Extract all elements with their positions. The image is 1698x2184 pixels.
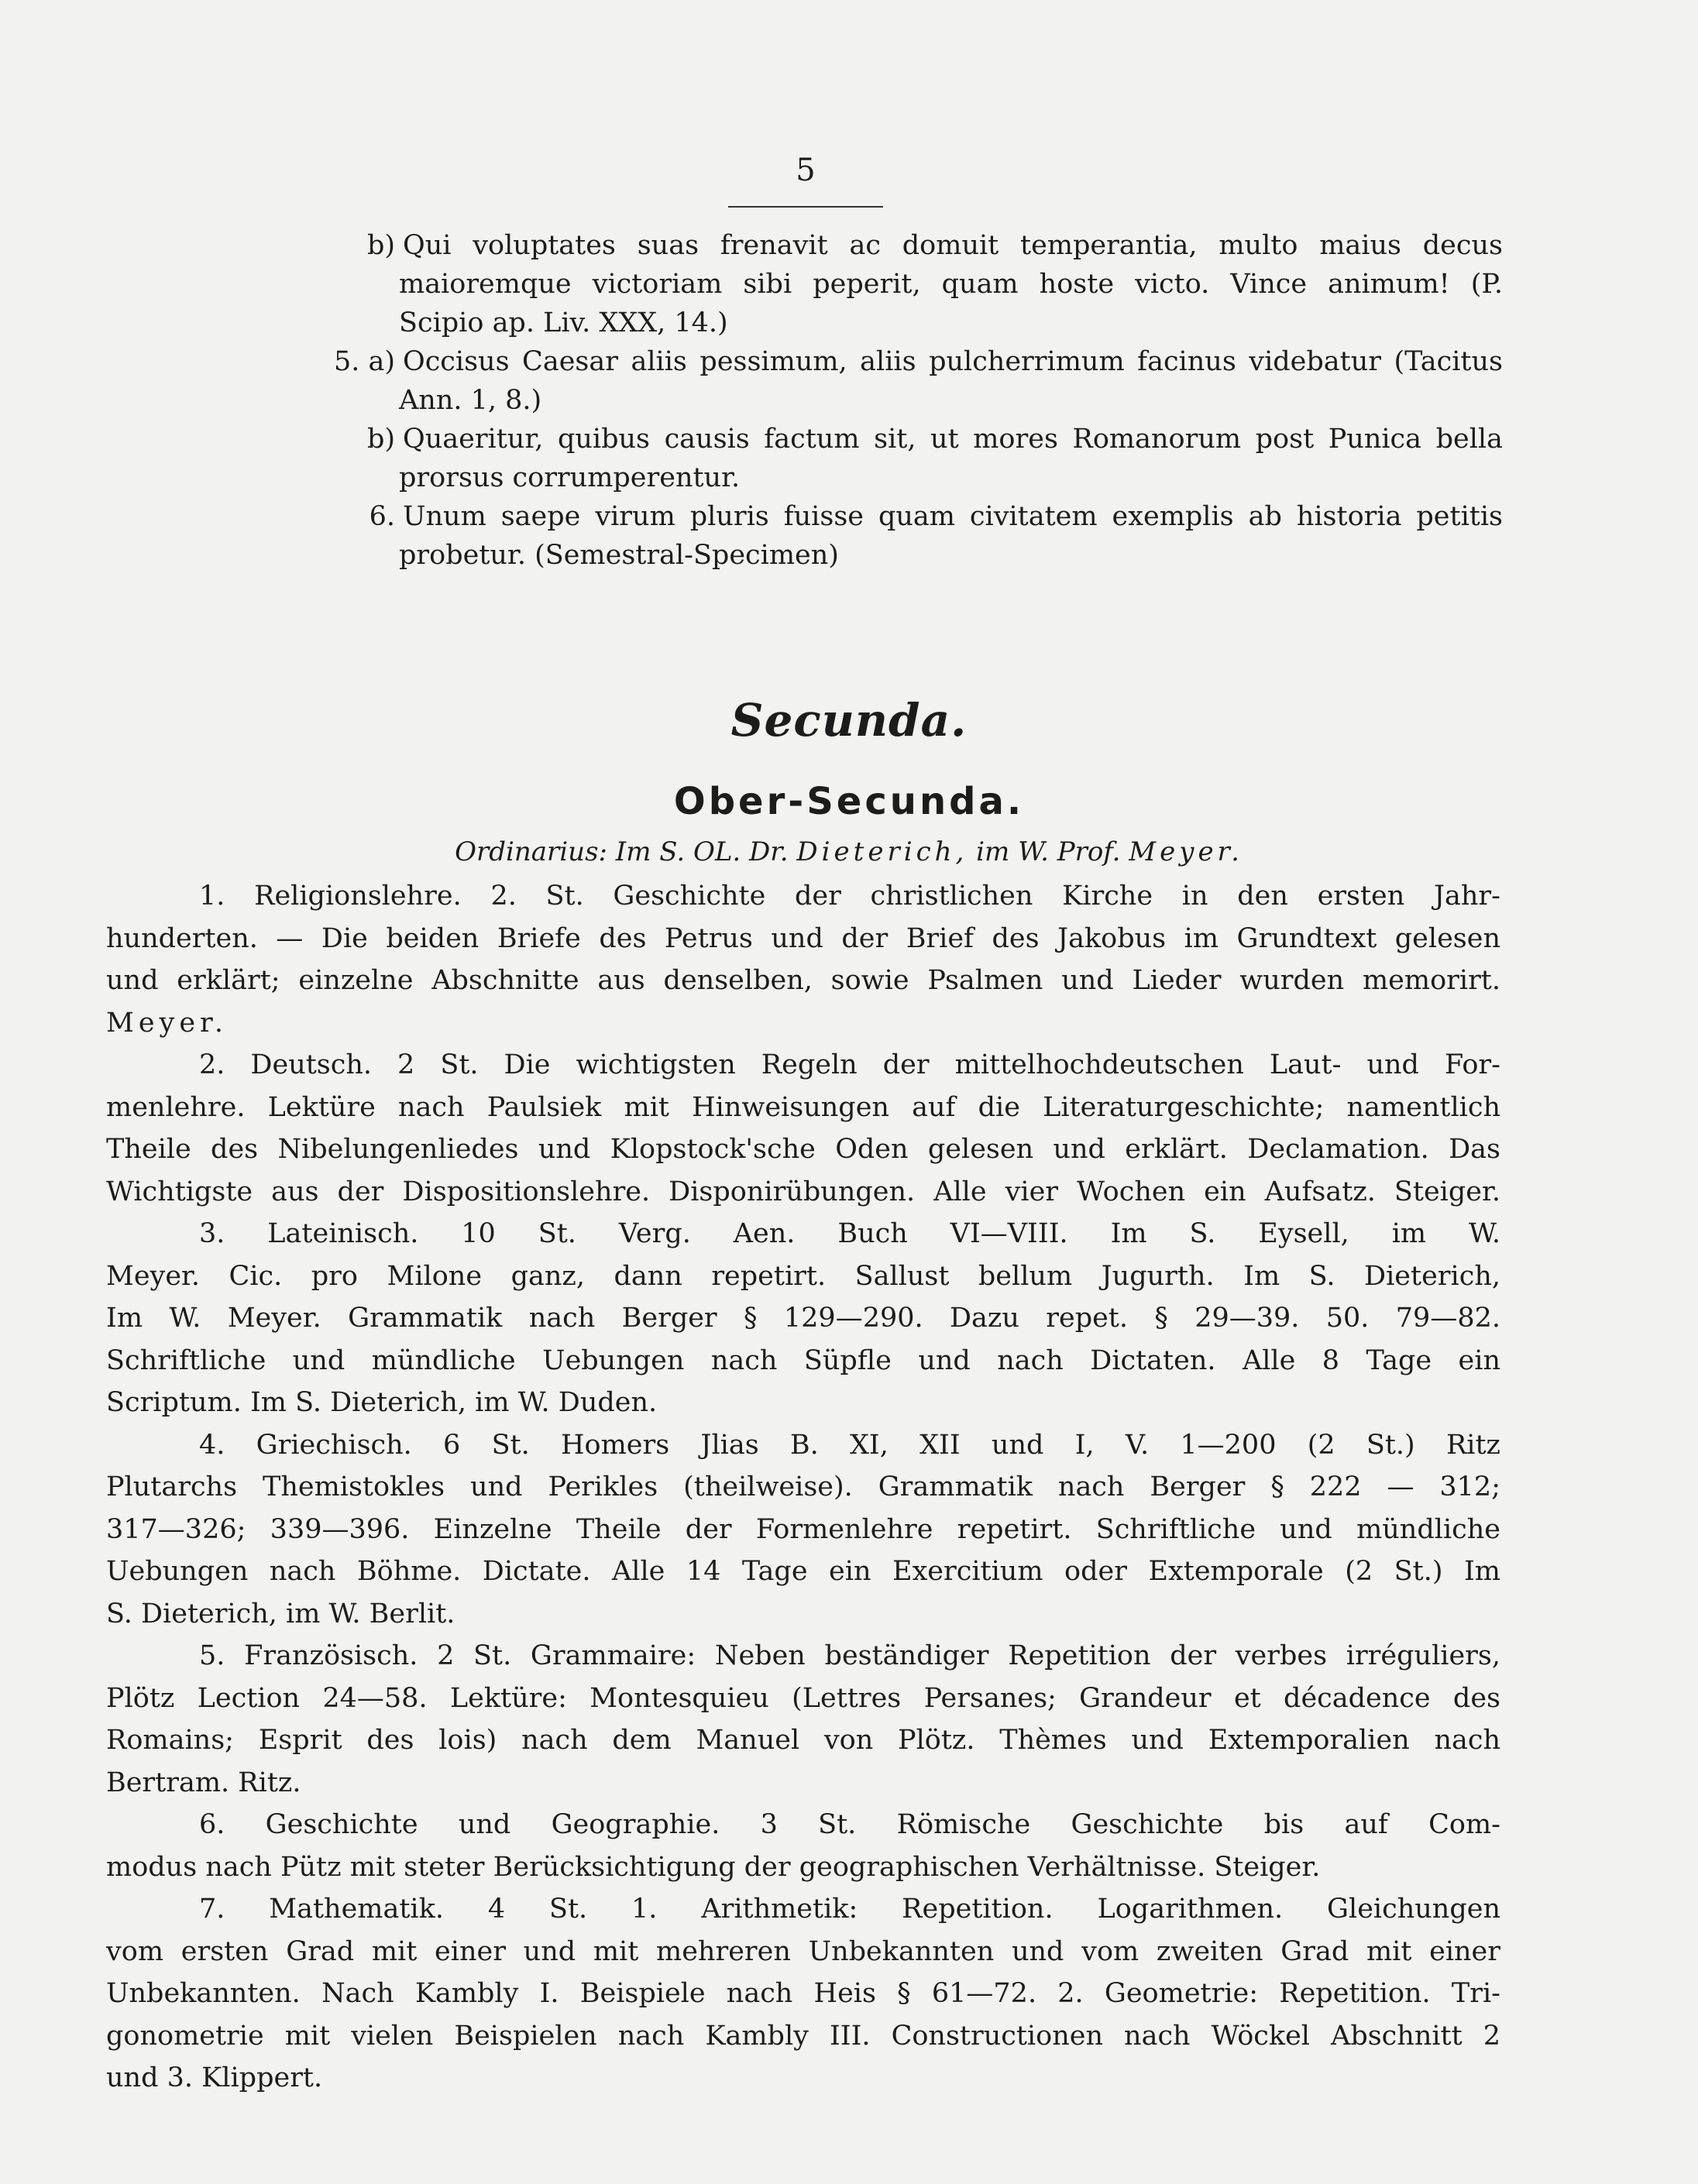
ordinarius-middle: im W. Prof. [976,836,1121,867]
item-line: Qui voluptates suas frenavit ac domuit temperantia, multo maius decus [403,230,1503,261]
paragraph-line: Wichtigste aus der Dispositionslehre. Disponirübungen. Alle vier Wochen ein Aufsatz. Steiger. [106,1176,1500,1207]
paragraph-line: menlehre. Lektüre nach Paulsiek mit Hinweisungen auf die Literaturgeschichte; namentlich [106,1091,1500,1123]
section-title: Secunda. [730,694,968,747]
item-line: Scipio ap. Liv. XXX, 14.) [399,307,728,338]
item-line: Unum saepe virum pluris fuisse quam civitatem exemplis ab historia petitis [403,501,1503,532]
list-item [294,342,1503,381]
paragraph-line: Plötz Lection 24—58. Lektüre: Montesquieu (Lettres Persanes; Grandeur et décadence des [106,1682,1500,1714]
paragraph-line: 7. Mathematik. 4 St. 1. Arithmetik: Repetition. Logarithmen. Gleichungen [199,1894,1500,1925]
subject-paragraph-franzoesisch [106,1635,1500,1804]
item-line: maioremque victoriam sibi peperit, quam hoste victo. Vince animum! (P. [399,269,1503,300]
paragraph-line: Romains; Esprit des lois) nach dem Manuel von Plötz. Thèmes und Extemporalien nach [106,1725,1500,1756]
ordinarius-name: Dieterich, [796,836,968,867]
page-number: 5 [796,153,816,188]
item-line: prorsus corrumperentur. [399,462,741,493]
paragraph-line: Bertram. Ritz. [106,1767,301,1798]
list-item [294,420,1503,458]
ordinarius-prefix: Ordinarius: Im S. OL. Dr. [455,836,789,867]
subject-paragraph-religion [106,875,1500,1044]
paragraph-line: vom ersten Grad mit einer und mit mehreren Unbekannten und vom zweiten Grad mit einer [106,1935,1500,1967]
paragraph-line: und erklärt; einzelne Abschnitte aus denselben, sowie Psalmen und Lieder wurden memorirt. [106,965,1500,996]
list-item-continuation [294,381,1503,420]
paragraph-line: 2. Deutsch. 2 St. Die wichtigsten Regeln der mittelhochdeutschen Laut- und For- [199,1049,1500,1080]
item-line: Occisus Caesar aliis pessimum, aliis pulcherrimum facinus videbatur (Tacitus [403,346,1503,377]
paragraph-line: Meyer. [106,1007,229,1039]
subject-paragraph-latein [106,1213,1500,1424]
ordinarius-line [0,833,1698,871]
paragraph-line: 4. Griechisch. 6 St. Homers Jlias B. XI, XII und I, V. 1—200 (2 St.) Ritz [199,1429,1500,1461]
list-item-continuation [294,265,1503,304]
item-label: b) [366,230,395,261]
item-line: Quaeritur, quibus causis factum sit, ut mores Romanorum post Punica bella [403,424,1503,455]
paragraph-line: und 3. Klippert. [106,2062,323,2093]
paragraph-line: Scriptum. Im S. Dieterich, im W. Duden. [106,1387,658,1418]
paragraph-line: S. Dieterich, im W. Berlit. [106,1598,455,1629]
paragraph-line: 1. Religionslehre. 2. St. Geschichte der christlichen Kirche in den ersten Jahr- [199,881,1500,912]
item-label: 6. [369,501,395,532]
subject-paragraph-geschichte [106,1804,1500,1888]
list-item-continuation [294,304,1503,342]
paragraph-line: 3. Lateinisch. 10 St. Verg. Aen. Buch VI—VIII. Im S. Eysell, im W. [199,1218,1500,1249]
paragraph-line: 5. Französisch. 2 St. Grammaire: Neben beständiger Repetition der verbes irréguliers, [199,1640,1500,1671]
subject-paragraph-griechisch [106,1424,1500,1636]
section-subtitle: Ober-Secunda. [673,780,1025,823]
page-number-rule [728,206,883,208]
exam-topics-list [294,226,1503,575]
paragraph-line: Schriftliche und mündliche Uebungen nach Süpfle und nach Dictaten. Alle 8 Tage ein [106,1344,1500,1376]
paragraph-line: Plutarchs Themistokles und Perikles (theilweise). Grammatik nach Berger § 222 — 312; [106,1471,1500,1502]
list-item-continuation [294,458,1503,497]
item-label: 5. a) [333,346,395,377]
subject-paragraph-mathematik [106,1888,1500,2100]
paragraph-line: 317—326; 339—396. Einzelne Theile der Formenlehre repetirt. Schriftliche und mündliche [106,1513,1500,1545]
list-item [294,226,1503,265]
subject-paragraph-deutsch [106,1044,1500,1213]
paragraph-line: 6. Geschichte und Geographie. 3 St. Römische Geschichte bis auf Com- [199,1809,1500,1840]
paragraph-line: Im W. Meyer. Grammatik nach Berger § 129—290. Dazu repet. § 29—39. 50. 79—82. [106,1303,1500,1334]
item-line: Ann. 1, 8.) [399,385,542,416]
list-item-continuation [294,536,1503,575]
ordinarius-name: Meyer. [1129,836,1243,867]
item-line: probetur. (Semestral-Specimen) [399,540,839,571]
list-item [294,497,1503,536]
paragraph-line: modus nach Pütz mit steter Berücksichtigung der geographischen Verhältnisse. Steiger. [106,1851,1321,1883]
paragraph-line: gonometrie mit vielen Beispielen nach Kambly III. Constructionen nach Wöckel Abschnitt 2 [106,2020,1500,2052]
subjects-body [106,875,1500,2100]
paragraph-line: Meyer. Cic. pro Milone ganz, dann repetirt. Sallust bellum Jugurth. Im S. Dieterich, [106,1260,1500,1292]
item-label: b) [366,424,395,455]
paragraph-line: Unbekannten. Nach Kambly I. Beispiele nach Heis § 61—72. 2. Geometrie: Repetition. Tri- [106,1978,1500,2009]
paragraph-line: Uebungen nach Böhme. Dictate. Alle 14 Tage ein Exercitium oder Extemporale (2 St.) Im [106,1556,1500,1587]
paragraph-line: hunderten. — Die beiden Briefe des Petrus und der Brief des Jakobus im Grundtext gelesen [106,922,1500,954]
paragraph-line: Theile des Nibelungenliedes und Klopstock'sche Oden gelesen und erklärt. Declamation. Das [106,1134,1500,1165]
